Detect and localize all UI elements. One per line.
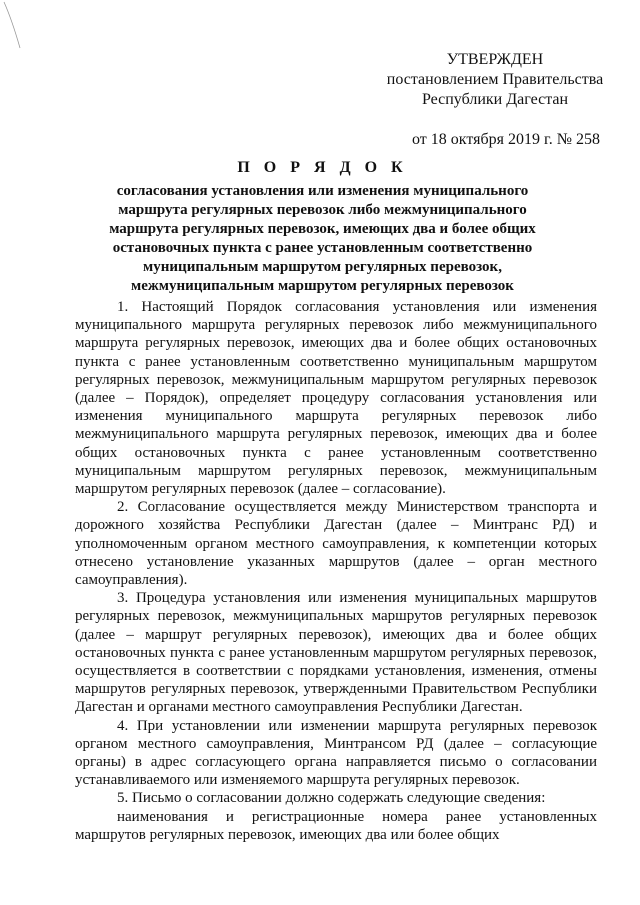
approval-stamp xyxy=(380,50,610,150)
paragraph-5: 5. Письмо о согласовании должно содержать следующие сведения: xyxy=(117,790,546,807)
paragraph-2: 2. Согласование осуществляется между Министерством транспорта и дорожного хозяйства Республики Дагестан (далее – Минтранс РД) и уполномоченным органом местного самоуправления, к компетенции которых отнесено установление указанных маршрутов (далее – орган местного самоуправления). xyxy=(75,499,597,589)
paragraph-4: 4. При установлении или изменении маршрута регулярных перевозок органом местного самоуправления, Минтрансом РД (далее – согласующие органы) в адрес согласующего органа направляется письмо о согласовании устанавливаемого или изменяемого маршрута регулярных перевозок. xyxy=(75,717,597,789)
document-subtitle: согласования установления или изменения муниципального маршрута регулярных перевозок либо межмуниципального маршрута регулярных перевозок, имеющих два и более общих остановочных пункта с ранее установленным соответственно муниципальным маршрутом регулярных перевозок, межмуниципальным маршрутом регулярных перевозок xyxy=(109,183,536,294)
paragraph-3: 3. Процедура установления или изменения муниципальных маршрутов регулярных перевозок, межмуниципальных маршрутов регулярных перевозок (далее – маршрут регулярных перевозок), имеющих два и более общих остановочных пункта с ранее установленным маршрутом регулярных перевозок, осуществляется в соответствии с порядками установления, изменения, отмены маршрутов регулярных перевозок, утвержденными Правительством Республики Дагестан и органами местного самоуправления Республики Дагестан. xyxy=(75,590,597,716)
document-title: П О Р Я Д О К xyxy=(237,159,408,176)
scan-artifact xyxy=(0,0,30,60)
document-body xyxy=(75,298,597,844)
paragraph-1: 1. Настоящий Порядок согласования установления или изменения муниципального маршрута регулярных перевозок либо межмуниципального маршрута регулярных перевозок, имеющих два и более общих остановочных пункта с ранее установленным соответственно муниципальным маршрутом регулярных перевозок, межмуниципальным маршрутом регулярных перевозок (далее – Порядок), определяет процедуру согласования установления или изменения муниципального маршрута регулярных перевозок либо межмуниципального маршрута регулярных перевозок, имеющих два и более общих остановочных пункта с ранее установленным соответственно муниципальным маршрутом регулярных перевозок, межмуниципальным маршрутом регулярных перевозок (далее – согласование). xyxy=(75,299,597,498)
approval-heading: УТВЕРЖДЕН xyxy=(446,51,544,68)
approval-date: от 18 октября 2019 г. № 258 xyxy=(411,131,600,148)
document-title-block xyxy=(85,158,560,296)
approval-authority: постановлением Правительства xyxy=(386,71,604,88)
paragraph-5-item-1: наименования и регистрационные номера ранее установленных маршрутов регулярных перевозок, имеющих два или более общих xyxy=(75,808,597,843)
approval-region: Республики Дагестан xyxy=(421,91,569,108)
